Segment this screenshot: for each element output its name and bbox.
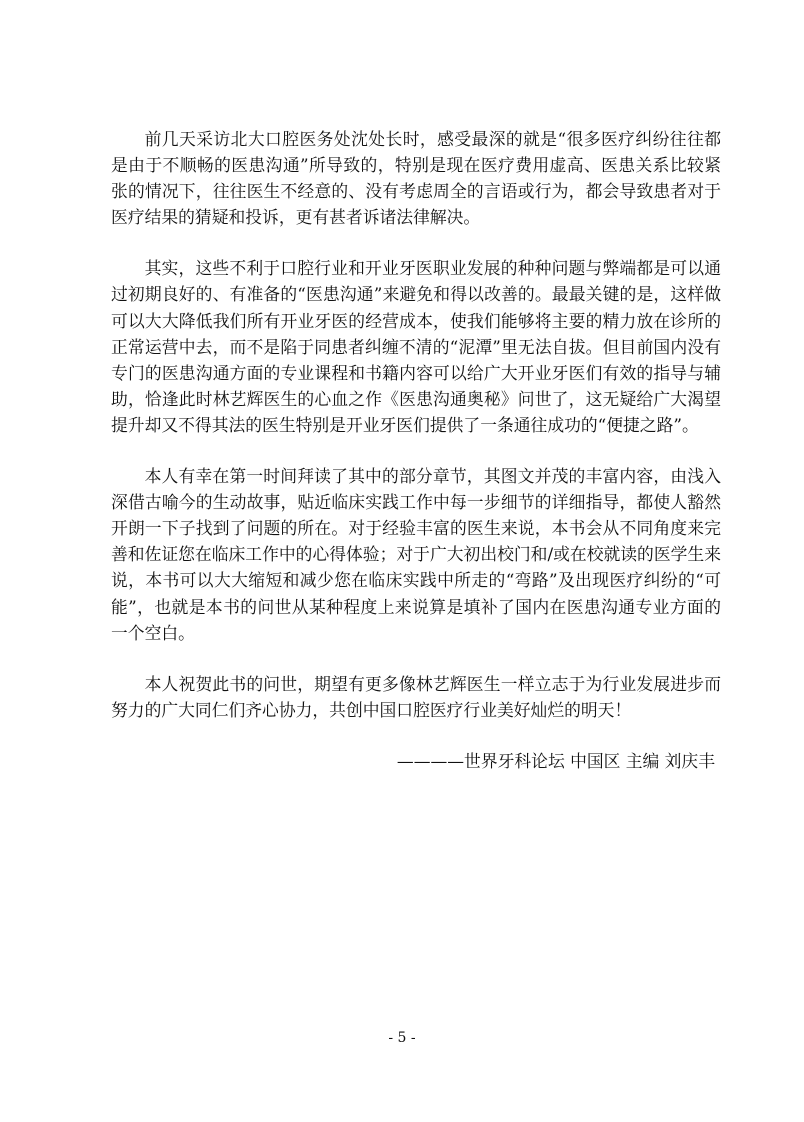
document-body bbox=[111, 126, 721, 774]
signature-line: ————世界牙科论坛 中国区 主编 刘庆丰 bbox=[396, 750, 715, 771]
paragraph-4: 本人祝贺此书的问世，期望有更多像林艺辉医生一样立志于为行业发展进步而努力的广大同仁们齐心协力，共创中国口腔医疗行业美好灿烂的明天！ bbox=[111, 673, 721, 720]
paragraph-3: 本人有幸在第一时间拜读了其中的部分章节，其图文并茂的丰富内容，由浅入深借古喻今的生动故事，贴近临床实践工作中每一步细节的详细指导，都使人豁然开朗一下子找到了问题的所在。对于经验丰富的医生来说，本书会从不同角度来完善和佐证您在临床工作中的心得体验；对于广大初出校门和/或在校就读的医学生来说，本书可以大大缩短和减少您在临床实践中所走的“弯路”及出现医疗纠纷的“可能”，也就是本书的问世从某种程度上来说算是填补了国内在医患沟通专业方面的一个空白。 bbox=[111, 466, 721, 643]
page-number: - 5 - bbox=[388, 1030, 416, 1046]
paragraph-1: 前几天采访北大口腔医务处沈处长时，感受最深的就是“很多医疗纠纷往往都是由于不顺畅的医患沟通”所导致的，特别是现在医疗费用虚高、医患关系比较紧张的情况下，往往医生不经意的、没有考虑周全的言语或行为，都会导致患者对于医疗结果的猜疑和投诉，更有甚者诉诸法律解决。 bbox=[111, 129, 721, 228]
paragraph-2: 其实，这些不利于口腔行业和开业牙医职业发展的种种问题与弊端都是可以通过初期良好的、有准备的“医患沟通”来避免和得以改善的。最最关键的是，这样做可以大大降低我们所有开业牙医的经营成本，使我们能够将主要的精力放在诊所的正常运营中去，而不是陷于同患者纠缠不清的“泥潭”里无法自拔。但目前国内没有专门的医患沟通方面的专业课程和书籍内容可以给广大开业牙医们有效的指导与辅助，恰逢此时林艺辉医生的心血之作《医患沟通奥秘》问世了，这无疑给广大渴望提升却又不得其法的医生特别是开业牙医们提供了一条通往成功的“便捷之路”。 bbox=[111, 258, 721, 435]
